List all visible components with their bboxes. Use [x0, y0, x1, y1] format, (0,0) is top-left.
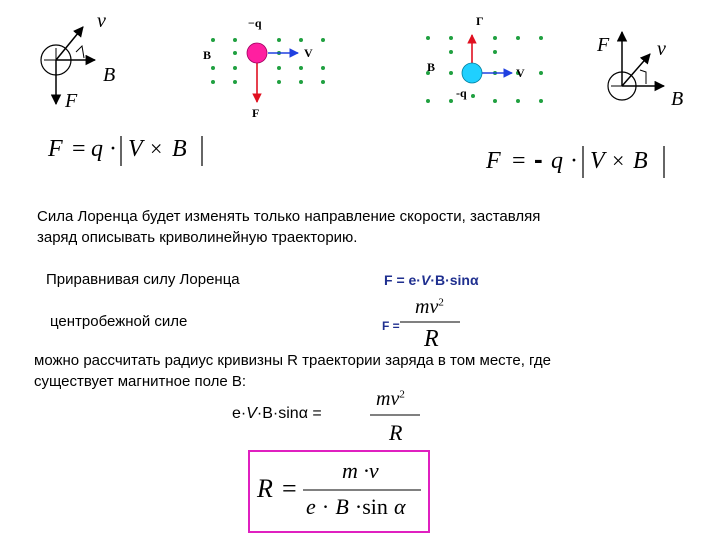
field-dots-grid-1: [211, 38, 325, 84]
paragraph1-line2: заряд описывать криволинейную траекторию.: [37, 229, 358, 246]
formula1-b: B: [172, 136, 187, 162]
lorentz-formula: [384, 270, 479, 290]
field-dots-grid-2: [426, 36, 543, 103]
centrifugal-lhs: F =: [382, 319, 400, 333]
formula2-lhs: F: [486, 148, 501, 174]
diagram2-charge-label: −q: [248, 16, 262, 30]
result-den-alpha: α: [394, 494, 406, 519]
formula2-times: ×: [612, 148, 625, 173]
formula1-q: q: [91, 136, 103, 162]
equation-num: [376, 388, 405, 411]
lorentz-formula-suffix: ·B·sinα: [430, 272, 479, 288]
diagram2-b-label: B: [203, 48, 212, 62]
formula2-eq: =: [512, 148, 526, 174]
equate-text: Приравнивая силу Лоренца: [46, 271, 240, 288]
angle-arc: [76, 46, 84, 58]
charge-ball: [247, 43, 267, 63]
equation-lhs-prefix: e·: [232, 405, 247, 422]
formula2-v: V: [590, 148, 605, 174]
equation-num-exp: 2: [399, 388, 405, 401]
centrifugal-num-mv: mv: [415, 296, 439, 318]
equation-num-mv: mv: [376, 388, 400, 410]
diagram4-graphic: [608, 32, 664, 100]
angle-arc: [640, 70, 646, 84]
diagram4-f-label: F: [597, 34, 610, 56]
diagram4-v-label: v: [657, 38, 666, 60]
equation-lhs-suffix: ·B·sinα =: [256, 405, 322, 422]
formula2-q: q: [551, 148, 563, 174]
equation-lhs-v: V: [246, 405, 257, 422]
result-den-b: B: [335, 494, 349, 519]
diagram3-graphic: [426, 35, 543, 103]
paragraph2-line2: существует магнитное поле B:: [34, 373, 247, 390]
diagram3-charge-label: -q: [456, 86, 467, 100]
diagram1-v-label: v: [97, 10, 106, 32]
result-num: m ·v: [342, 458, 379, 483]
formula2-dot: ·: [570, 148, 578, 174]
diagram2-v-label: V: [304, 46, 313, 60]
formula1-dot: ·: [109, 136, 117, 162]
lorentz-formula-prefix: F = e·: [384, 272, 421, 288]
paragraph2-line1: можно рассчитать радиус кривизны R траектории заряда в том месте, где: [34, 352, 551, 369]
diagram1-f-label: F: [65, 90, 78, 112]
centrifugal-den: R: [424, 326, 439, 352]
diagram4-b-label: B: [671, 88, 684, 110]
paragraph1-line1: Сила Лоренца будет изменять только направление скорости, заставляя: [37, 208, 541, 225]
formula1-lhs: F: [48, 136, 63, 162]
result-den-sin: ·sin: [354, 494, 388, 519]
formula1-v: V: [128, 136, 143, 162]
result-eq: =: [282, 474, 297, 503]
formula1-eq: =: [72, 136, 86, 162]
result-den-dot1: ·: [321, 494, 330, 519]
formula2-minus: -: [534, 144, 543, 174]
lorentz-formula-v: V: [420, 272, 431, 288]
formula2-b: B: [633, 148, 648, 174]
diagram3-b-label: B: [427, 60, 436, 74]
result-lhs: R: [257, 474, 273, 503]
diagram2-f-label: F: [252, 106, 260, 120]
diagram3-v-label: V: [516, 66, 525, 80]
charge-ball: [462, 63, 482, 83]
result-den-e: e: [306, 494, 316, 519]
centrifugal-num-exp: 2: [438, 296, 444, 309]
formula1-times: ×: [150, 136, 163, 161]
equation-lhs: [232, 404, 322, 424]
result-den: [306, 494, 406, 520]
centrifugal-num: [415, 296, 444, 319]
diagram3-g-label: Г: [476, 14, 484, 28]
centrifugal-text: центробежной силе: [50, 313, 188, 330]
diagram1-b-label: B: [103, 64, 116, 86]
equation-den: R: [389, 420, 403, 445]
